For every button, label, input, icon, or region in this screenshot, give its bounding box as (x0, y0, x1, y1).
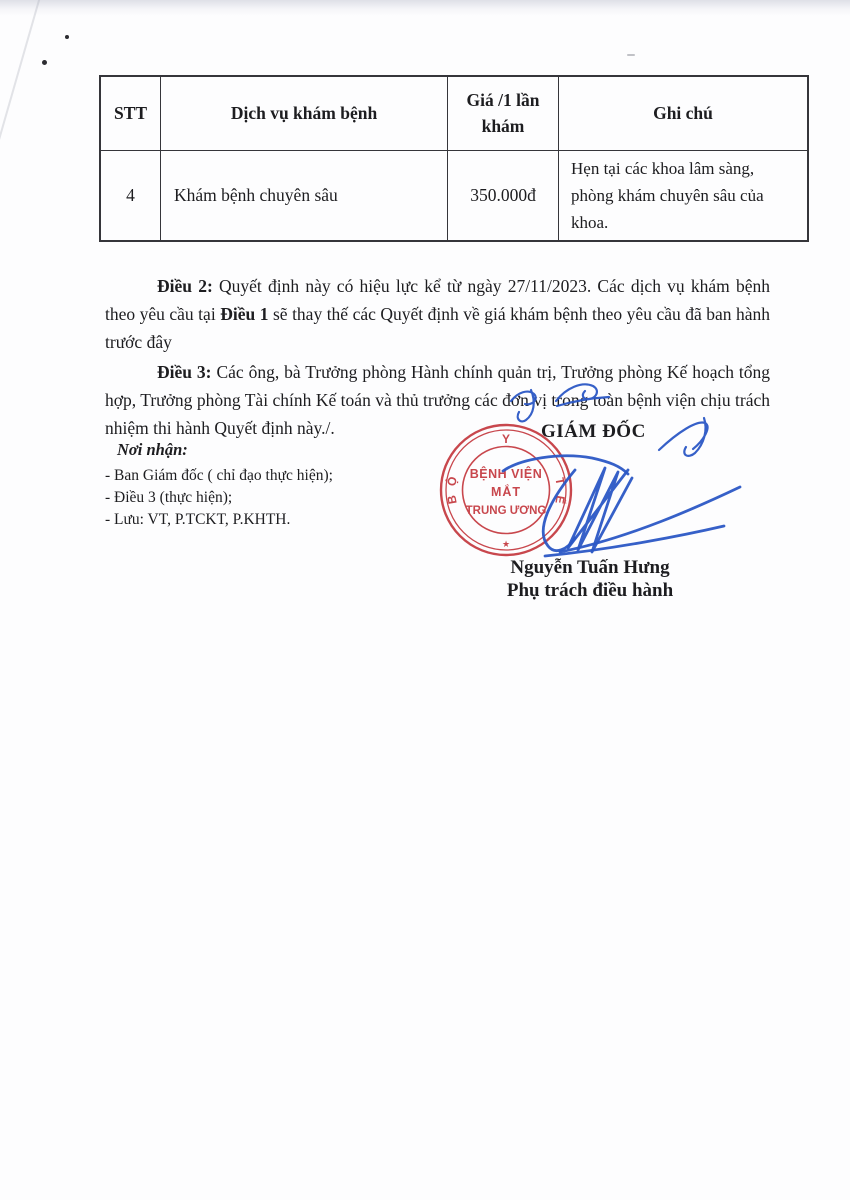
article-3-text: Các ông, bà Trưởng phòng Hành chính quản trị, Trưởng phòng Kế hoạch tổng hợp, Trưởng phòng Tài chính Kế toán và thủ trưởng các đơn vị trong toàn bệnh viện chịu trách nhiệm thi hành Quyết định này./. (105, 361, 771, 438)
article-2-bold-ref: Điều 1 (220, 303, 269, 324)
header-service: Dịch vụ khám bệnh (161, 76, 448, 150)
stamp-org-line3: TRUNG ƯƠNG (465, 505, 547, 517)
cell-price: 350.000đ (448, 150, 559, 241)
cell-note: Hẹn tại các khoa lâm sàng, phòng khám chuyên sâu của khoa. (559, 150, 809, 241)
recipients-item: - Điều 3 (thực hiện); (105, 489, 233, 506)
header-note: Ghi chú (559, 76, 809, 150)
article-2-text-cont: sẽ thay thế các Quyết định về giá khám bệnh theo yêu cầu đã ban hành trước đây (105, 303, 771, 352)
article-2-label: Điều 2: (157, 275, 213, 296)
table-row (100, 150, 808, 241)
signature-flourish (659, 418, 707, 456)
stamp-arc-letter: B (444, 494, 460, 506)
signature-stroke (568, 468, 632, 552)
stamp-org-line2: MẮT (490, 485, 522, 499)
article-2-paragraph (105, 272, 770, 356)
stamp-arc-letter: T (552, 476, 568, 487)
signer-role-title: GIÁM ĐỐC (541, 421, 646, 442)
cell-stt: 4 (100, 150, 161, 241)
signer-position: Phụ trách điều hành (506, 580, 674, 601)
scan-speck (42, 60, 47, 65)
scan-speck (65, 35, 69, 39)
signer-block (470, 556, 710, 602)
recipients-title: Nơi nhận: (117, 440, 188, 459)
stamp-arc-letter: Ộ (444, 475, 460, 488)
signature-initial-mark (511, 390, 536, 421)
header-price: Giá /1 lần khám (448, 76, 559, 150)
recipients-item: - Lưu: VT, P.TCKT, P.KHTH. (105, 511, 291, 528)
recipients-block (105, 440, 405, 531)
signature-stroke (503, 456, 628, 474)
cell-service: Khám bệnh chuyên sâu (161, 150, 448, 241)
signature-ink (495, 380, 760, 565)
article-2-text: Quyết định này có hiệu lực kể từ ngày 27/11/2023. Các dịch vụ khám bệnh theo yêu cầu tại (105, 275, 770, 324)
stamp-org-line1: BỆNH VIỆN (469, 467, 543, 481)
header-stt: STT (100, 76, 161, 150)
signer-name: Nguyễn Tuấn Hưng (510, 557, 670, 578)
table-header-row (100, 76, 808, 150)
scan-speck (627, 54, 635, 56)
article-3-label: Điều 3: (157, 361, 212, 382)
stamp-star-icon: ★ (501, 539, 511, 549)
stamp-arc-letter: Y (501, 432, 511, 446)
scan-edge-shadow (0, 0, 850, 16)
stamp-arc-letter: Ế (552, 494, 568, 505)
recipients-item: - Ban Giám đốc ( chỉ đạo thực hiện); (105, 467, 333, 484)
scan-crease-line (0, 0, 42, 147)
signature-initial-mark (556, 384, 609, 406)
signature-stroke (543, 470, 575, 551)
service-price-table (99, 75, 809, 242)
